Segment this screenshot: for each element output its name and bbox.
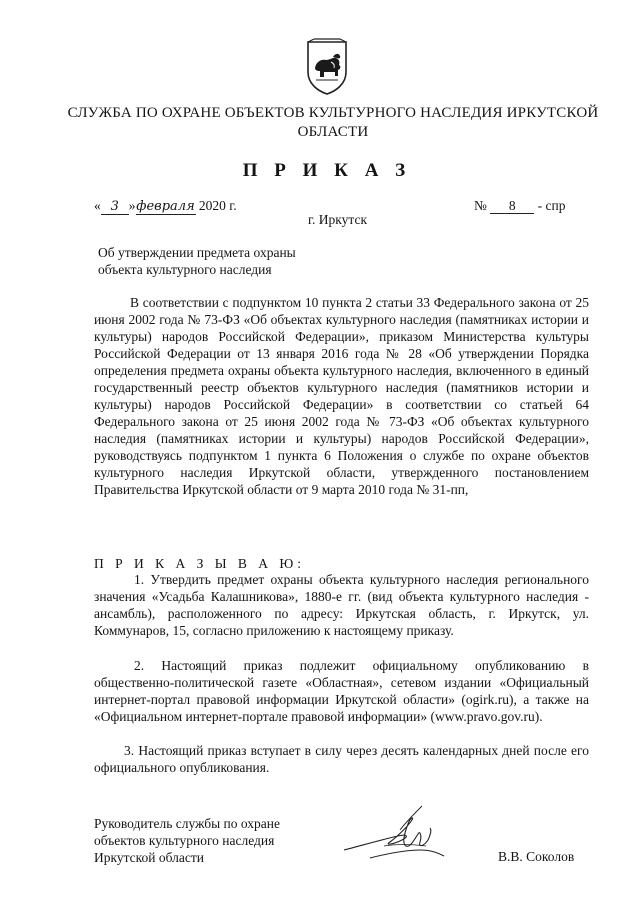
document-date [94,198,237,215]
preamble-paragraph: В соответствии с подпунктом 10 пункта 2 статьи 33 Федерального закона от 25 июня 2002 года № 73-ФЗ «Об объектах культурного наследия (памятниках истории и культуры) народов Российской Федерации», приказом Министерства культуры Российской Федерации от 13 января 2016 года № 28 «Об утверждении Порядка определения предмета охраны объекта культурного наследия, включенного в единый государственный реестр объектов культурного наследия (памятников истории и культуры) народов Российской Федерации» в соответствии со статьей 64 Федерального закона от 25 июня 2002 года № 73-ФЗ «Об объектах культурного наследия (памятниках истории и культуры) народов Российской Федерации», руководствуясь подпунктом 1 пункта 6 Положения о службе по охране объектов культурного наследия Иркутской области, утвержденного постановлением Правительства Иркутской области от 9 марта 2010 года № 31-пп, [94,295,589,497]
document-subject [98,244,358,278]
coat-of-arms-emblem [302,38,352,96]
subject-line-2: объекта культурного наследия [98,262,272,277]
order-item-1: 1. Утвердить предмет охраны объекта культурного наследия регионального значения «Усадьба Калашникова», 1880-е гг. (вид объекта культурного наследия - ансамбль), расположенного по адресу: Иркутская область, г. Иркутск, ул. Коммунаров, 15, согласно приложению к настоящему приказу. [94,572,589,638]
city: г. Иркутск [308,212,367,227]
date-open-quote: « [94,198,101,213]
document-title: П Р И К А З [242,160,412,181]
number-value: 8 [490,199,534,214]
signatory-position [94,815,280,866]
ordering-heading: П Р И К А З Ы В А Ю: [94,556,306,571]
signatory-line-3: Иркутской области [94,850,205,865]
organization-name: СЛУЖБА ПО ОХРАНЕ ОБЪЕКТОВ КУЛЬТУРНОГО НАСЛЕДИЯ ИРКУТСКОЙ ОБЛАСТИ [67,105,599,140]
order-item-3: 3. Настоящий приказ вступает в силу через десять календарных дней после его официального опубликования. [94,743,589,775]
signatory-line-2: объектов культурного наследия [94,833,275,848]
handwritten-signature [340,800,450,868]
document-number [474,198,565,214]
order-item-2: 2. Настоящий приказ подлежит официальному опубликованию в общественно-политической газете «Областная», сетевом издании «Официальный интернет-портал правовой информации Иркутской области» (ogirk.ru), а также на «Официальном интернет-портале правовой информации» (www.pravo.gov.ru). [94,658,589,724]
date-month: февраля [136,199,195,214]
subject-line-1: Об утверждении предмета охраны [98,245,296,260]
date-year: 2020 г. [198,198,237,213]
date-day: 3 [101,200,129,215]
number-suffix: - спр [537,198,566,213]
date-close-quote: » [128,198,136,213]
number-prefix: № [474,198,487,213]
signatory-name: В.В. Соколов [498,849,575,864]
signatory-line-1: Руководитель службы по охране [94,816,281,831]
